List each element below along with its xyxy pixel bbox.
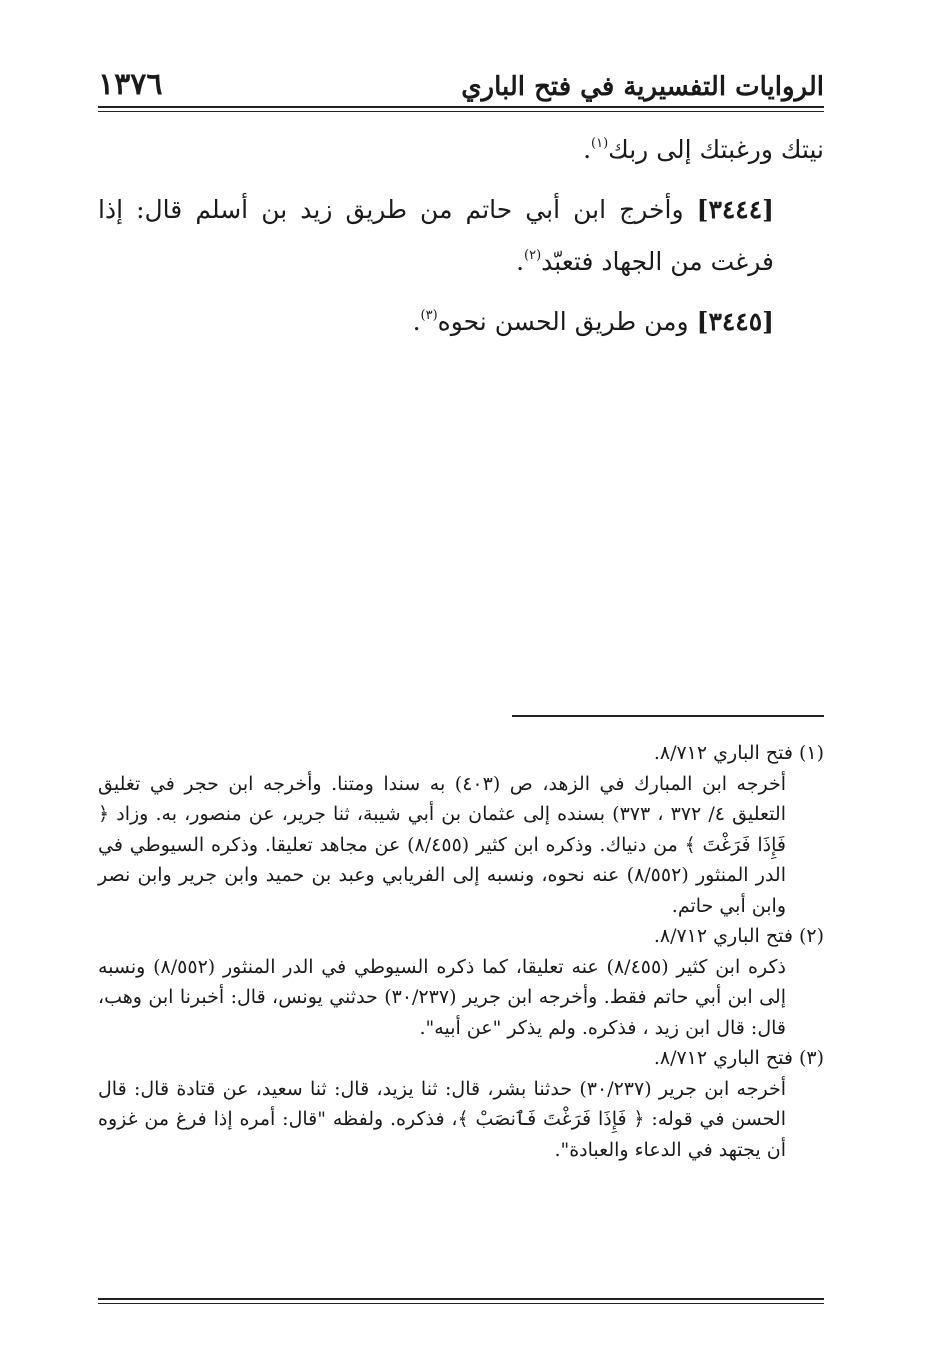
footnote-marker-3: (٣) [420,308,438,323]
paragraph-3444-text: وأخرج ابن أبي حاتم من طريق زيد بن أسلم قال: إذا فرغت من الجهاد فتعبّد [98,195,774,276]
page-number: ١٣٧٦ [98,67,163,102]
footnote-2-body: ذكره ابن كثير (٨/٤٥٥) عنه تعليقا، كما ذكره السيوطي في الدر المنثور (٨/٥٥٢) ونسبه إلى ابن أبي حاتم فقط. وأخرجه ابن جرير (٣٠/٢٣٧) حدثني يونس، قال: أخبرنا ابن وهب، قال: قال ابن زيد ، فذكره. ولم يذكر "عن أبيه". [98,955,786,1039]
header-divider [98,106,824,108]
paragraph-3444: [٣٤٤٤] وأخرج ابن أبي حاتم من طريق زيد بن أسلم قال: إذا فرغت من الجهاد فتعبّد$^{(٢)}$. [98,195,774,276]
running-title: الروايات التفسيرية في فتح الباري [461,72,824,102]
page-header [98,60,824,102]
narration-number-3444: [٣٤٤٤] [696,195,774,224]
footnote-separator [512,715,824,717]
footnote-1-title: (١) فتح الباري ٨/٧١٢. [653,742,824,764]
footnote-2-title: (٢) فتح الباري ٨/٧١٢. [653,925,824,947]
main-text [98,124,824,356]
footnote-3-body: أخرجه ابن جرير (٣٠/٢٣٧) حدثنا بشر، قال: ثنا يزيد، قال: ثنا سعيد، عن قتادة قال: قال الحسن في قوله: ﴿ فَإِذَا فَرَغْتَ فَٱنصَبْ ﴾، فذكره. ولفظه "قال: أمره إذا فرغ من غزوه أن يجتهد في الدعاء والعبادة". [98,1077,786,1161]
paragraph-1-text: نيتك ورغبتك إلى ربك [608,135,824,164]
paragraph-1: نيتك ورغبتك إلى ربك$^{(١)}$. [583,135,824,164]
footer-divider [98,1298,824,1300]
footnote-3-title: (٣) فتح الباري ٨/٧١٢. [653,1047,824,1069]
footnote-marker-1: (١) [591,136,609,151]
footer-divider-thin [98,1303,824,1304]
header-divider-thin [98,111,824,112]
narration-number-3445: [٣٤٤٥] [696,307,774,336]
paragraph-3445: [٣٤٤٥] ومن طريق الحسن نحوه$^{(٣)}$. [412,307,774,336]
footnote-1-body: أخرجه ابن المبارك في الزهد، ص (٤٠٣) به سندا ومتنا. وأخرجه ابن حجر في تغليق التعليق ٤/ ٣٧٢ ، ٣٧٣) بسنده إلى عثمان بن أبي شيبة، ثنا جرير، عن منصور، به. وزاد ﴿ فَإِذَا فَرَغْتَ ﴾ من دنياك. وذكره ابن كثير (٨/٤٥٥) عن مجاهد تعليقا. وذكره السيوطي في الدر المنثور (٨/٥٥٢) عنه نحوه، ونسبه إلى الفريابي وعبد بن حميد وابن جرير وابن نصر وابن أبي حاتم. [98,772,787,917]
paragraph-3445-text: ومن طريق الحسن نحوه [437,307,689,336]
footnotes [98,738,824,1165]
footnote-marker-2: (٢) [524,248,542,263]
